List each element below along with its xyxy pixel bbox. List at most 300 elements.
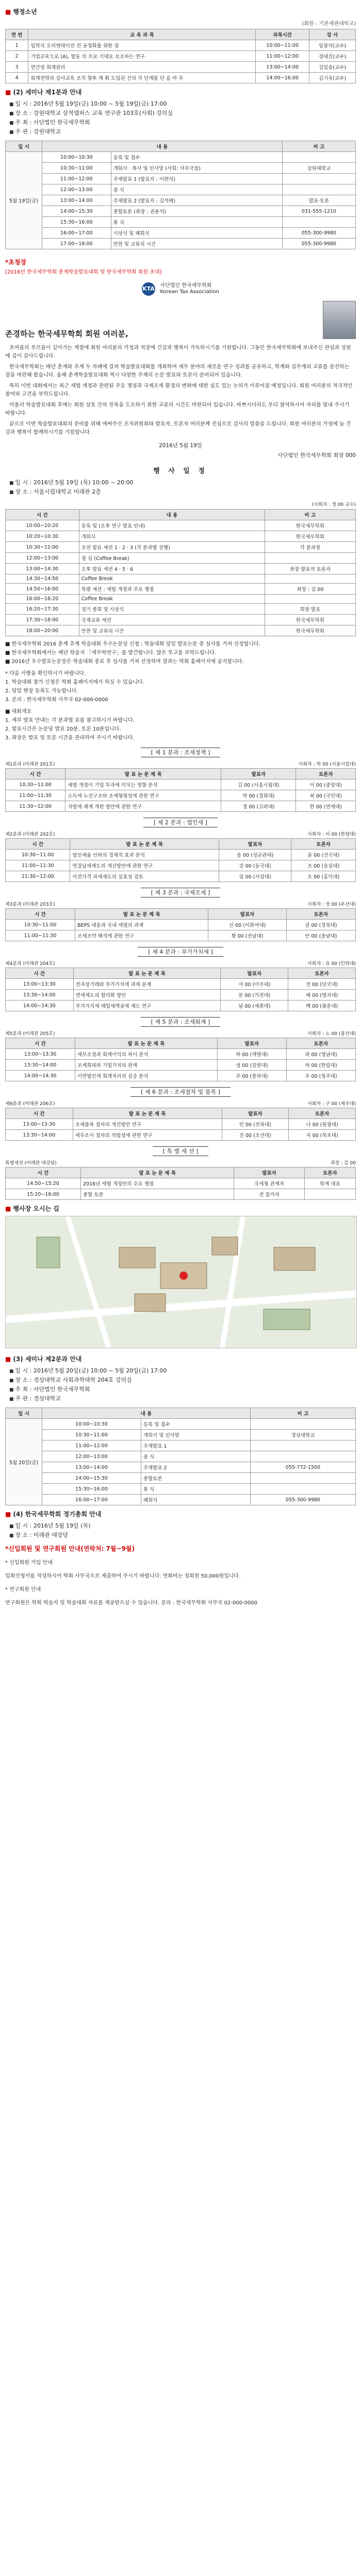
president-photo [323,301,356,339]
map-heading: ■ 행사장 오시는 길 [5,1205,59,1212]
session-title-text: [ 제 6 분과 : 조세절차 및 불복 ] [130,1087,231,1097]
table-header-cell: 토론자 [291,839,356,850]
content-cell: 주제발표 2 [141,1462,250,1473]
table-row [6,1451,356,1462]
session-intro [5,708,356,742]
footer-line: 입회신청서를 작성하시어 학회 사무국으로 제출하여 주시기 바랍니다. 연회비는 정회원 50,000원입니다. [5,1573,241,1580]
paper-title: 연결납세제도의 개선방안에 관한 연구 [70,860,219,871]
session-intro-line: 2. 발표시간은 논문당 발표 20분, 토론 10분입니다. [5,726,121,732]
table-header-cell: 발표자 [221,968,288,979]
register-line: 2. 당일 현장 등록도 가능합니다. [5,688,78,694]
time-cell: 15:30~16:00 [42,217,111,228]
session-title [5,947,356,956]
paper-title: 세법 개정이 기업 투자에 미치는 영향 분석 [65,779,221,790]
table-row [6,1189,356,1200]
discussant: 차 00 (한림대) [286,1060,355,1071]
table-row [6,184,356,195]
presenter: 신 00 (이화여대) [208,920,286,930]
time-cell: 13:00~13:30 [6,1119,73,1130]
table-header-row [6,1167,356,1178]
session-table [5,968,356,1011]
row-number: 1 [6,40,28,51]
row-number: 2 [6,51,28,62]
time-cell: 11:00~11:30 [6,930,75,941]
table-row [6,790,356,801]
presenter: 김 00 (서울시립대) [221,779,296,790]
table-row [6,1484,356,1495]
time-cell: 18:00~20:00 [6,625,79,636]
paper-title: 법인세율 인하의 경제적 효과 분석 [70,850,219,860]
note-line: ■ 2016년 우수발표논문상은 학술대회 종료 후 심사를 거쳐 선정하며 결과는 학회 홈페이지에 공지합니다. [5,659,244,665]
session-title [5,888,356,896]
session-caption [5,831,356,837]
session-table [5,768,356,812]
discussant: 배 00 (명지대) [288,990,356,1001]
note-cell [250,1419,355,1430]
letter-paragraph: 아울러 학술발표대회 후에는 회원 상호 간의 친목을 도모하기 위한 교류의 시간도 마련되어 있습니다. 바쁘시더라도 부디 참석하시어 자리를 빛내 주시기 바랍니다. [5,402,350,416]
section1-table [5,29,356,83]
time-cell: 11:30~12:00 [6,871,70,882]
note-cell: 031-555-1210 [282,206,355,217]
presenter: 황 00 (전남대) [208,930,286,941]
session-table [5,908,356,941]
table-header-cell: 일 시 [6,141,42,152]
footer-title: *신입회원 및 연구회원 안내(연락처: 7월~9월) [5,1545,135,1552]
info-item: ■ 주 최 : 사단법인 한국세무학회 [9,1385,356,1393]
discussant: 백 00 (광운대) [288,1001,356,1011]
presenter: 문 00 (가천대) [221,990,288,1001]
time-cell: 14:50~16:00 [6,584,79,595]
session-title [5,1147,356,1155]
time-cell: 10:30~11:00 [6,850,70,860]
table-row [6,920,356,930]
table-header-cell: 토론자 [288,968,356,979]
table-row [6,1419,356,1430]
content-cell: 국제교류 세션 [79,615,265,625]
note-cell: 한국세무학회 [265,531,355,542]
footer-line: * 신입회원 가입 안내 [5,1560,53,1566]
table-header-row [6,839,356,850]
sessions [5,748,356,1200]
table-header-cell: 시 간 [6,1108,73,1119]
session-title-text: [ 제 1 분과 : 조세정책 ] [141,748,221,757]
section4-heading: ■ (4) 한국세무학회 정기총회 안내 [5,1511,102,1518]
paper-title: 소득세 누진구조와 조세형평성에 관한 연구 [65,790,221,801]
session-table [5,838,356,882]
letter-greeting: 존경하는 한국세무학회 회원 여러분, [5,329,128,338]
paper-title: 세무조사 절차의 적법성에 관한 연구 [73,1130,222,1141]
course-time: 14:00~16:00 [256,73,309,83]
presenter: 송 00 (성균관대) [219,850,291,860]
discussant: 윤 00 (건국대) [291,850,356,860]
content-cell: 개회사 및 인사말 [141,1430,250,1440]
paper-title: 조세불복 절차의 개선방안 연구 [73,1119,222,1130]
time-cell: 10:30~11:00 [42,163,111,174]
table-header-cell: 비 고 [250,1408,355,1419]
session-room: 제5분과 (미래관 205호) [5,1031,55,1037]
presenter: 남 00 (세종대) [221,1001,288,1011]
register-info: * 다음 사항을 확인하시기 바랍니다. 1. 학술대회 참가 신청은 학회 홈페이지에서 하실 수 있습니다. 2. 당일 현장 등록도 가능합니다. 3. 문의 : 한국세무학회 사무국 02-000-0000 [5,670,356,704]
paper-title: 부가가치세 매입세액공제 제도 연구 [73,1001,221,1011]
table-header-cell: 토론자 [286,909,355,920]
table-header-cell: 토론자 [296,769,356,779]
time-cell: 15:20~16:00 [6,1189,81,1200]
table-row [6,531,356,542]
content-cell: 오후 발표 세션 4 · 5 · 6 [79,564,265,574]
time-cell: 11:00~12:00 [42,174,111,184]
presenter: 국세청 관계자 [234,1178,304,1189]
table-row [6,850,356,860]
session-caption [5,1100,356,1107]
note-cell: 회장 발표 [265,604,355,615]
time-cell: 10:30~11:00 [42,1430,141,1440]
time-cell: 14:50~15:20 [6,1178,81,1189]
session-moderator: 사회자 : 장 00 (부산대) [307,902,356,907]
time-cell: 16:00~17:00 [42,1495,141,1505]
table-row [6,990,356,1001]
table-header-cell: 내 용 [79,510,265,520]
session-moderator: 좌장 : 김 00 [330,1161,356,1166]
program-moderator: (사회자 : 정 00 교수) [311,502,356,507]
program-table [5,509,356,636]
content-cell: 폐회식 [141,1495,250,1505]
org-name: 사단법인 한국세무학회 [160,283,212,289]
table-header-cell: 발 표 논 문 제 목 [80,1167,234,1178]
date-cell: 5월 20일(금) [6,1419,42,1505]
session-moderator: 사회자 : 유 00 (인하대) [307,961,356,967]
table-row [6,564,356,574]
session-caption [5,1030,356,1037]
page [5,0,356,1623]
info-item: ■ 장 소 : 강원대학교 삼척캠퍼스 교육 연구관 103호(사회) 강의실 [9,109,356,117]
letter-paragraph: 한국세무학회는 매년 춘계와 추계 두 차례에 걸쳐 학술발표대회를 개최하여 세무 분야의 새로운 연구 성과를 공유하고, 학계와 실무계의 교류를 증진하는 장을 마련해 왔습니다. 올해 춘계학술발표대회 역시 다양한 주제의 논문 발표와 토론이 준비되어 있습니다. [5,364,350,378]
content-cell: 중 식 [141,1451,250,1462]
session-title [5,748,356,756]
presenter: 하 00 (계명대) [217,1049,286,1060]
table-header-cell: 발표자 [234,1167,304,1178]
section3-heading: ■ (3) 세미나 제2분과 안내 [5,1355,82,1363]
section2-heading: ■ (2) 세미나 제1분과 안내 [5,89,82,96]
session-intro-line: ■ 대회개요 [5,709,32,715]
table-header-cell: 내 용 [42,141,283,152]
note-line: ■ 한국세무학회에서는 매년 학술지 「세무학연구」를 발간합니다. 많은 투고를 부탁드립니다. [5,650,216,656]
section3-table [5,1408,356,1505]
session-moderator: 사회자 : 구 00 (제주대) [307,1101,356,1107]
instructor: 김기욱(교수) [309,73,355,83]
discussant: 권 00 (경북대) [286,920,355,930]
time-cell: 14:00~15:30 [42,206,111,217]
table-header-cell: 교 육 과 목 [28,29,256,40]
time-cell: 12:00~13:00 [42,184,111,195]
table-header-cell: 시 간 [6,1038,75,1049]
note-line: ■ 한국세무학회 2016 춘계 추계 학술대회 우수논문상 신청 : 학술대회 당일 발표논문 중 심사를 거쳐 선정합니다. [5,641,260,647]
table-header-row [6,968,356,979]
note-cell: 055-300-9980 [282,239,355,249]
table-row [6,542,356,553]
discussant: 조 00 (숭실대) [291,860,356,871]
note-cell: 강원대학교 [282,163,355,174]
instructor: 정대진(교수) [309,51,355,62]
table-header-cell: 시 간 [6,510,79,520]
info-item: ■ 일 시 : 2016년 5월 20일(금) 10:00 ~ 5월 20일(금) 17:00 [9,1366,356,1375]
table-row [6,860,356,871]
table-header-cell: 발 표 논 문 제 목 [73,968,221,979]
time-cell: 13:00~14:30 [6,564,79,574]
date-cell: 5월 19일(금) [6,152,42,249]
time-cell: 13:00~13:30 [6,979,74,990]
table-row [6,62,356,73]
table-row [6,1060,356,1071]
note-cell [265,553,355,564]
table-header-cell: 연 번 [6,29,28,40]
note-cell [282,184,355,195]
discussant: 최 00 (국민대) [296,790,356,801]
note-cell [282,174,355,184]
discussant: 곽 00 (영남대) [286,1049,355,1060]
note-cell: 좌장 : 김 00 [265,584,355,595]
note-cell: 한국세무학회 [265,625,355,636]
table-row [6,1001,356,1011]
info-item: ■ 주 최 : 사단법인 한국세무학회 [9,118,356,126]
discussant: 안 00 (충남대) [286,930,355,941]
notes [5,640,356,666]
footer-line: * 연구회원 안내 [5,1587,41,1593]
time-cell: 17:00~18:00 [42,239,111,249]
paper-title: 종합 토론 [80,1189,234,1200]
section3-info [9,1366,356,1402]
table-row [6,871,356,882]
letter-date: 2016년 5월 19일 [159,443,202,449]
time-cell: 14:00~14:30 [6,1071,75,1081]
time-cell: 12:00~13:00 [6,553,79,564]
table-header-cell: 토론자 [304,1167,355,1178]
info-item: ■ 주 관 : 경상대학교 [9,1394,356,1402]
session-title [5,1018,356,1026]
table-header-cell: 발 표 논 문 제 목 [65,769,221,779]
info-item: ■ 일 시 : 2016년 5월 19일(금) 10:00 ~ 5월 19일(금) 17:00 [9,99,356,108]
presenter: 박 00 (경희대) [221,790,296,801]
course-time: 10:00~11:00 [256,40,309,51]
table-row [6,595,356,604]
table-header-row [6,769,356,779]
info-item: ■ 장 소 : 경상대학교 사회과학대학 204호 강의실 [9,1376,356,1384]
paper-title: 지방세 체계 개편 방안에 관한 연구 [65,801,221,812]
session-intro-line: 3. 좌장은 발표 및 토론 시간을 관리하여 주시기 바랍니다. [5,735,135,741]
table-row [6,1440,356,1451]
note-cell: 한국세무학회 [265,520,355,531]
discussant: 나 00 (원광대) [289,1119,356,1130]
time-cell: 10:00~10:30 [42,1419,141,1430]
note-cell: 055-300-9980 [250,1495,355,1505]
content-cell: 주제발표 2 (발표자 : 김석배) [111,195,282,206]
note-cell [250,1473,355,1484]
content-cell: 개회사 · 축사 및 인사말 (사회: 사무국장) [111,163,282,174]
course-title: 입학식 오리엔테이션 전 공정화를 위한 장 [28,40,256,51]
note-cell: 발표·토론 [282,195,355,206]
info-item: ■ 장 소 : 서울시립대학교 미래관 2층 [9,487,356,496]
table-row [6,1430,356,1440]
course-time: 13:00~14:00 [256,62,309,73]
table-row [6,779,356,790]
map-marker-icon [179,1272,188,1280]
time-cell: 11:30~12:00 [6,801,65,812]
table-row [6,1462,356,1473]
session-title-text: [ 제 4 분과 : 부가가치세 ] [138,947,223,957]
table-header-cell: 발표자 [221,769,296,779]
session-title-text: [ 제 5 분과 : 조세회계 ] [141,1017,221,1027]
session-caption [5,960,356,967]
paper-title: 조세회피와 기업가치의 관계 [75,1060,217,1071]
program-title: 행 사 일 정 [153,467,208,475]
table-header-cell: 과목시간 [256,29,309,40]
note-cell: 한국세무학회 [265,615,355,625]
section1-heading: ■ 행정소년 [5,8,37,15]
content-cell: 주제발표 1 [141,1440,250,1451]
time-cell: 10:30~12:00 [6,542,79,553]
letter-signature: 사단법인 한국세무학회 회장 000 [277,452,356,459]
table-row [6,520,356,531]
time-cell: 14:00~14:30 [6,1001,74,1011]
session-caption [5,901,356,907]
session-title-text: [ 제 2 분과 : 법인세 ] [143,818,218,827]
paper-title: 이전가격 과세제도의 실효성 검토 [70,871,219,882]
content-cell: 등록 및 (오후 연구 발표 안내) [79,520,265,531]
instructor: 임광석(교수) [309,40,355,51]
table-header-cell: 비 고 [265,510,355,520]
session-title-text: [ 제 3 분과 : 국제조세 ] [141,888,221,897]
note-cell [250,1440,355,1451]
campus-map [5,1216,357,1348]
time-cell: 13:30~14:00 [6,990,74,1001]
paper-title: 면세제도의 합리화 방안 [73,990,221,1001]
table-row [6,206,356,217]
paper-title: BEPS 대응과 국내 세법의 과제 [75,920,208,930]
note-cell [265,574,355,584]
content-cell: 만찬 및 교류의 시간 [79,625,265,636]
session-title-text: [ 특 별 세 션 ] [153,1146,209,1156]
content-cell: 종합토론 (좌장 : 권용석) [111,206,282,217]
table-header-cell: 발 표 논 문 제 목 [70,839,219,850]
table-row [6,228,356,239]
time-cell: 16:20~17:30 [6,604,79,615]
info-item: ■ 일 시 : 2016년 5월 19일 (목) [9,1521,356,1530]
course-title: 연간성 회계관리 [28,62,256,73]
session-moderator: 사회자 : 이 00 (한양대) [307,832,356,837]
table-header-cell: 시 간 [6,839,70,850]
content-cell: 중 식 [111,184,282,195]
paper-title: 전자상거래와 부가가치세 과세 문제 [73,979,221,990]
table-header-cell: 발 표 논 문 제 목 [75,1038,217,1049]
session-moderator: 사회자 : 노 00 (울산대) [307,1031,356,1037]
discussant: 한 00 (연세대) [296,801,356,812]
content-cell: 점 심 (Coffee Break) [79,553,265,564]
note-cell: 055-772-1500 [250,1462,355,1473]
course-title: 기업교육으로 (A), 합동 의 프로 기대요 보조하는 연구 [28,51,256,62]
letter-body [5,344,356,436]
time-cell: 17:30~18:00 [6,615,79,625]
discussant: 우 00 (청주대) [286,1071,355,1081]
table-row [6,615,356,625]
presenter: 민 00 (전북대) [222,1119,289,1130]
table-row [6,1049,356,1060]
paper-title: 2016년 세법 개정안의 주요 쟁점 [80,1178,234,1189]
content-cell: 개회식 [79,531,265,542]
table-row [6,152,356,163]
content-cell: 정기 총회 및 시상식 [79,604,265,615]
time-cell: 13:00~14:00 [42,195,111,206]
table-header-cell: 시 간 [6,1167,81,1178]
time-cell: 13:30~14:00 [6,1130,73,1141]
table-header-row [6,1108,356,1119]
letter-paragraph: 특히 이번 대회에서는 최근 세법 개정과 관련된 주요 쟁점과 국제조세 환경의 변화에 대한 심도 있는 논의가 이루어질 예정입니다. 회원 여러분의 적극적인 참여와 고견을 부탁드립니다. [5,383,353,397]
content-cell: 등록 및 접수 [111,152,282,163]
footer-info [5,1544,356,1607]
table-header-cell: 비 고 [282,141,355,152]
time-cell: 10:30~11:00 [6,920,75,930]
table-row [6,979,356,990]
presenter: 서 00 (아주대) [221,979,288,990]
discussant: 오 00 (홍익대) [291,871,356,882]
session-caption [5,760,356,767]
note-cell [250,1484,355,1495]
table-header-cell: 시 간 [6,769,65,779]
session-table [5,1167,356,1200]
table-header-cell: 강 사 [309,29,355,40]
session-caption [5,1159,356,1166]
time-cell: 16:00~16:20 [6,595,79,604]
info-item: ■ 주 관 : 강원대학교 [9,127,356,135]
time-cell: 11:00~11:30 [6,860,70,871]
table-row [6,163,356,174]
time-cell: 15:30~16:00 [42,1484,141,1495]
table-header-cell: 시 간 [6,968,74,979]
presenter: 전 참가자 [234,1189,304,1200]
table-header-cell: 발표자 [219,839,291,850]
time-cell: 11:00~11:30 [6,790,65,801]
session-room: 특별세션 (미래관 대강당) [5,1161,57,1166]
content-cell: 주제발표 1 (발표자 : 이현석) [111,174,282,184]
presenter: 주 00 (충북대) [217,1071,286,1081]
presenter: 진 00 (조선대) [222,1130,289,1141]
session-room: 제1분과 (미래관 201호) [5,762,55,767]
table-header-cell: 발 표 논 문 제 목 [73,1108,222,1119]
content-cell: 특별 세션 : 세법 개정과 주요 쟁점 [79,584,265,595]
table-row [6,1473,356,1484]
time-cell: 13:00~14:00 [42,1462,141,1473]
time-cell: 10:00~10:30 [42,152,111,163]
register-line: 1. 학술대회 참가 신청은 학회 홈페이지에서 하실 수 있습니다. [5,680,144,685]
time-cell: 14:30~14:50 [6,574,79,584]
section4-info [9,1521,356,1539]
program-info [9,478,356,496]
time-cell: 10:20~10:30 [6,531,79,542]
session-room: 제2분과 (미래관 202호) [5,832,55,837]
invite-label[interactable]: *초청장 [5,259,27,266]
table-row [6,553,356,564]
note-cell [250,1451,355,1462]
org-logo-icon: KTA [142,282,155,296]
paper-title: 이연법인세 회계처리의 실증 분석 [75,1071,217,1081]
presenter: 성 00 (강원대) [217,1060,286,1071]
session-title [5,1088,356,1096]
section2-table [5,141,356,249]
time-cell: 13:30~14:00 [6,1060,75,1071]
session-table [5,1038,356,1081]
table-header-row [6,1038,356,1049]
note-cell [282,152,355,163]
session-moderator: 사회자 : 박 00 (서울시립대) [298,762,356,767]
table-header-row [6,909,356,920]
